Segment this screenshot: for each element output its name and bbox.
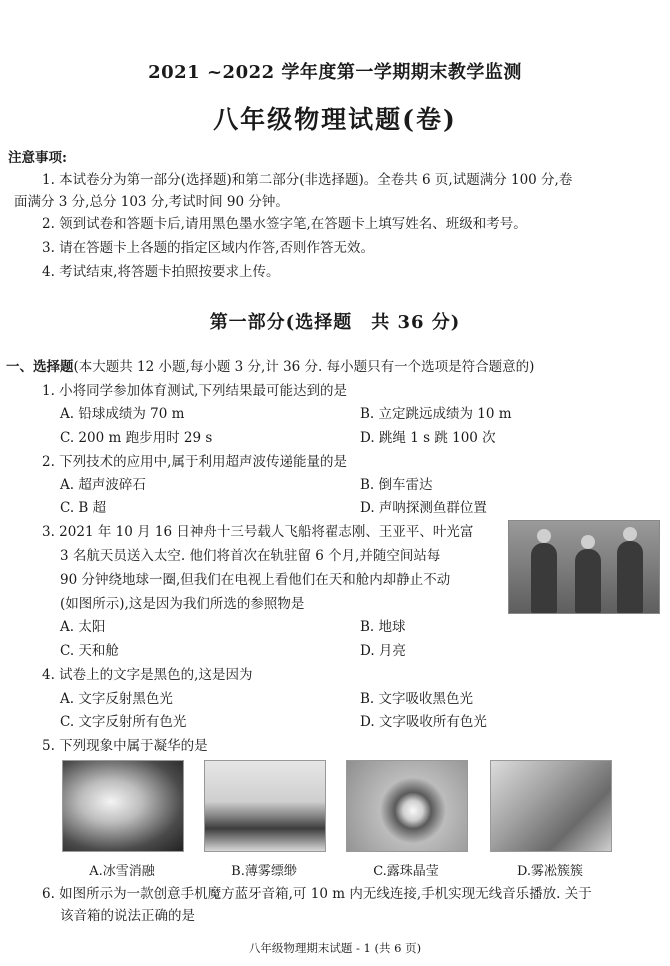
astronaut-figure [531,543,557,613]
q5-caption-d: D.雾凇簇簇 [516,864,584,879]
notice-heading: 注意事项: [8,150,67,166]
page-footer: 八年级物理期末试题 - 1 (共 6 页) [248,941,422,955]
q6-stem-line-1: 6. 如图所示为一款创意手机魔方蓝牙音箱,可 10 m 内无线连接,手机实现无线音乐播放. 关于 [42,886,592,902]
q4-option-a: A. 文字反射黑色光 [60,691,173,707]
melting-ice-photo [62,760,184,852]
q3-stem-line-3: 90 分钟绕地球一圈,但我们在电视上看他们在天和舱内却静止不动 [60,572,451,588]
exam-title: 八年级物理试题(卷) [213,105,457,134]
q6-stem-line-2: 该音箱的说法正确的是 [60,908,195,924]
section1-header [6,357,534,377]
q1-option-c: C. 200 m 跑步用时 29 s [60,430,213,446]
q2-option-c: C. B 超 [60,500,107,516]
q1-option-a: A. 铅球成绩为 70 m [60,406,185,422]
q3-stem-line-2: 3 名航天员送入太空. 他们将首次在轨驻留 6 个月,并随空间站每 [60,548,441,564]
notice-item-1: 1. 本试卷分为第一部分(选择题)和第二部分(非选择题)。全卷共 6 页,试题满分 100 分,卷 [42,172,573,188]
q1-option-d: D. 跳绳 1 s 跳 100 次 [360,430,496,446]
q2-stem: 2. 下列技术的应用中,属于利用超声波传递能量的是 [42,454,347,470]
q5-caption-b: B.薄雾缥缈 [231,864,297,879]
exam-supertitle: 2021 ~2022 学年度第一学期期末教学监测 [148,62,522,83]
astronaut-figure [575,549,601,613]
q5-caption-c: C.露珠晶莹 [373,864,439,879]
q3-option-d: D. 月亮 [360,643,406,659]
section1-label: 一、选择题 [6,359,74,375]
rime-frost-photo [490,760,612,852]
q1-option-b: B. 立定跳远成绩为 10 m [360,406,512,422]
q5-stem: 5. 下列现象中属于凝华的是 [42,738,208,754]
notice-item-2: 2. 领到试卷和答题卡后,请用黑色墨水签字笔,在答题卡上填写姓名、班级和考号。 [42,216,527,232]
q1-stem: 1. 小将同学参加体育测试,下列结果最可能达到的是 [42,383,347,399]
q3-stem-line-4: (如图所示),这是因为我们所选的参照物是 [60,596,305,612]
q3-option-b: B. 地球 [360,619,406,635]
q2-option-a: A. 超声波碎石 [60,477,146,493]
q4-option-b: B. 文字吸收黑色光 [360,691,474,707]
astronaut-figure [617,541,643,613]
mist-photo [204,760,326,852]
q3-option-c: C. 天和舱 [60,643,119,659]
q4-option-d: D. 文字吸收所有色光 [360,714,487,730]
q5-caption-a: A.冰雪消融 [89,864,155,879]
notice-item-1-cont: 面满分 3 分,总分 103 分,考试时间 90 分钟。 [14,194,289,210]
section1-desc: (本大题共 12 小题,每小题 3 分,计 36 分. 每小题只有一个选项是符合题意的) [73,359,535,375]
q2-option-b: B. 倒车雷达 [360,477,433,493]
astronauts-photo [508,520,660,614]
q4-option-c: C. 文字反射所有色光 [60,714,187,730]
notice-item-3: 3. 请在答题卡上各题的指定区域内作答,否则作答无效。 [42,240,374,256]
dewdrop-photo [346,760,468,852]
q4-stem: 4. 试卷上的文字是黑色的,这是因为 [42,667,253,683]
q3-option-a: A. 太阳 [60,619,106,635]
q2-option-d: D. 声呐探测鱼群位置 [360,500,487,516]
q3-stem-line-1: 3. 2021 年 10 月 16 日神舟十三号载人飞船将翟志刚、王亚平、叶光富 [42,524,474,540]
notice-item-4: 4. 考试结束,将答题卡拍照按要求上传。 [42,264,280,280]
part1-title: 第一部分(选择题 共 36 分) [209,312,461,333]
